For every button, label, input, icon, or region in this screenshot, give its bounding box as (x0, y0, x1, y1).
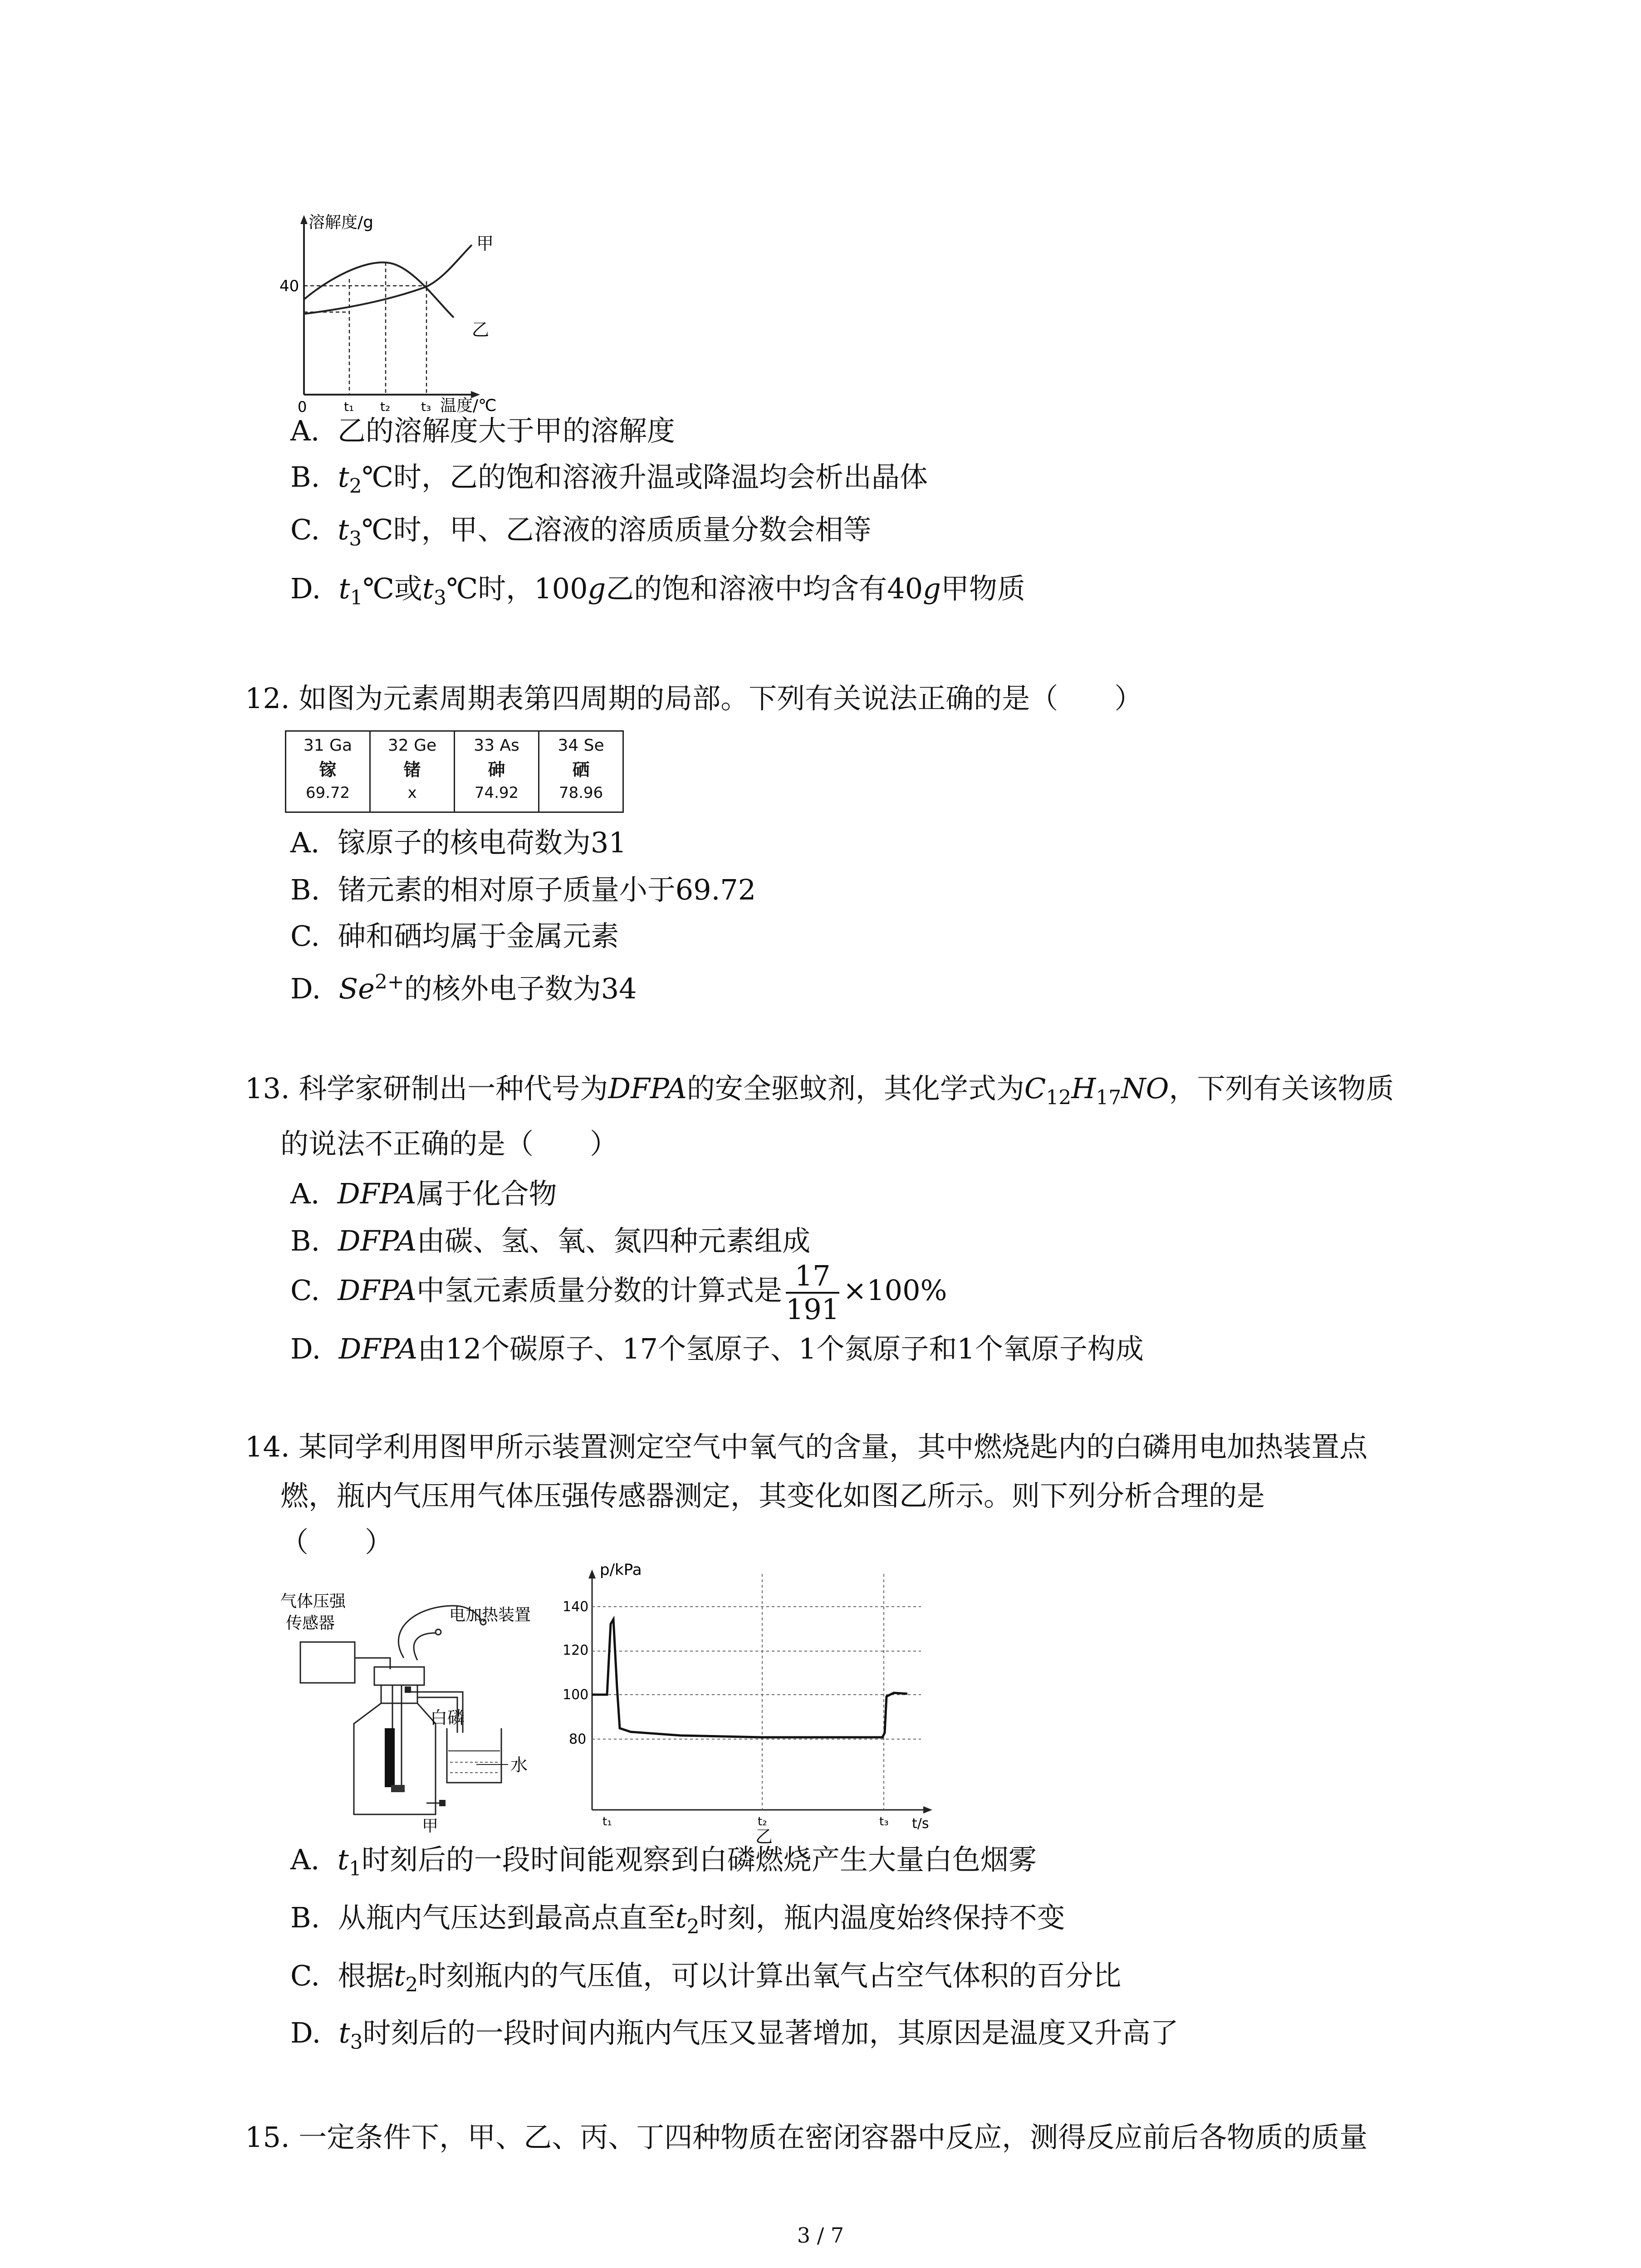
q12-option-c (290, 918, 619, 954)
option-letter: C. (290, 513, 320, 546)
element-cell-ga: 31 Ga 镓 69.72 (286, 731, 370, 812)
option-letter: D. (290, 572, 321, 605)
unit-g: g (588, 572, 606, 605)
option-text: 属于化合物 (416, 1177, 557, 1210)
option-text: 时刻瓶内的气压值，可以计算出氧气占空气体积的百分比 (418, 1959, 1122, 1992)
var-t: t (338, 513, 349, 546)
option-letter: A. (290, 414, 320, 447)
option-text: 从瓶内气压达到最高点直至 (338, 1901, 676, 1934)
option-text: 根据 (338, 1959, 394, 1992)
option-text: 甲物质 (941, 572, 1025, 605)
sensor-label-1: 气体压强 (280, 1592, 346, 1611)
solubility-xlabel: 温度/℃ (440, 396, 497, 413)
option-letter: A. (290, 1843, 320, 1876)
code-name: DFPA (337, 1177, 416, 1210)
tick-80: 80 (569, 1731, 587, 1747)
tick-100: 100 (563, 1687, 589, 1703)
option-text: 中氢元素质量分数的计算式是 (416, 1274, 782, 1307)
var-sub: 1 (350, 586, 363, 610)
q14-stem-line3: （ ） (280, 1525, 393, 1559)
apparatus-figure (272, 1579, 572, 1833)
solubility-figure (263, 209, 517, 413)
option-letter: D. (290, 972, 321, 1005)
unit-g: g (923, 572, 941, 605)
var-t: t (394, 1959, 406, 1992)
q13-option-b (290, 1223, 810, 1259)
option-text: 乙的饱和溶液中均含有40 (606, 572, 923, 605)
formula-sub: 17 (1096, 1086, 1122, 1110)
q14-option-b (290, 1900, 1065, 1939)
tick-140: 140 (563, 1599, 589, 1615)
q13-option-d (290, 1331, 1144, 1367)
q12-option-a (290, 825, 627, 861)
option-letter: C. (290, 1274, 320, 1307)
pressure-chart (544, 1556, 953, 1846)
q14-option-c (290, 1958, 1122, 1997)
option-letter: A. (290, 1177, 320, 1210)
fraction (786, 1260, 839, 1325)
var-sub: 2 (686, 1915, 700, 1939)
q14-option-a (290, 1842, 1037, 1881)
formula-no: NO (1121, 1072, 1169, 1105)
element-cell-ge: 32 Ge 锗 x (370, 731, 455, 812)
code-name: DFPA (338, 1332, 418, 1365)
option-text: 时刻后的一段时间内瓶内气压又显著增加，其原因是温度又升高了 (362, 2016, 1179, 2049)
var-sub: 2 (349, 474, 362, 498)
option-letter: B. (290, 1224, 320, 1257)
q11-option-d (290, 571, 1025, 610)
q11-option-b (290, 459, 928, 498)
q11-option-c (290, 512, 872, 551)
pressure-ylabel: p/kPa (600, 1561, 642, 1579)
solubility-ylabel: 溶解度/g (309, 213, 373, 232)
option-text: ℃或 (362, 572, 422, 605)
var-t: t (338, 2016, 350, 2049)
var-t: t (338, 460, 349, 494)
option-text: 由碳、氢、氧、氮四种元素组成 (416, 1224, 811, 1257)
figure-caption-yi: 乙 (755, 1827, 773, 1846)
chart-t1: t₁ (603, 1815, 612, 1828)
option-text: ℃时，甲、乙溶液的溶质质量分数会相等 (362, 513, 872, 546)
option-text: 镓原子的核电荷数为31 (337, 826, 627, 859)
option-text: 砷和硒均属于金属元素 (338, 919, 619, 953)
solubility-t2: t₂ (380, 399, 391, 413)
water-label: 水 (510, 1755, 528, 1775)
q14-option-d (290, 2015, 1179, 2054)
sensor-label-2: 传感器 (286, 1614, 335, 1633)
stem-text: ，下列有关该物质 (1169, 1072, 1394, 1105)
white-phosphorus-label: 白磷 (430, 1708, 465, 1728)
solubility-y40: 40 (279, 277, 299, 295)
heater-label: 电加热装置 (449, 1606, 531, 1624)
option-letter: B. (290, 873, 320, 906)
ion-symbol: Se (338, 972, 375, 1005)
q13-option-c (290, 1256, 947, 1325)
element-cell-se: 34 Se 硒 78.96 (539, 731, 623, 812)
periodic-table-fragment (285, 730, 624, 813)
fraction-denominator: 191 (785, 1292, 840, 1326)
label-yi: 乙 (472, 320, 490, 340)
option-letter: B. (290, 1901, 320, 1934)
solubility-t3: t₃ (421, 399, 431, 413)
option-letter: B. (290, 460, 320, 494)
solubility-t1: t₁ (344, 399, 354, 413)
q11-option-a (290, 413, 675, 449)
var-t: t (338, 572, 350, 605)
element-cell-as: 33 As 砷 74.92 (455, 731, 539, 812)
option-letter: D. (290, 1332, 321, 1365)
var-t: t (675, 1901, 687, 1934)
curve-jia (304, 245, 472, 314)
option-text: 时刻，瓶内温度始终保持不变 (699, 1901, 1065, 1934)
var-sub: 2 (405, 1973, 418, 1997)
figure-caption-jia: 甲 (422, 1817, 439, 1833)
var-sub: 3 (433, 586, 446, 610)
label-jia: 甲 (476, 234, 494, 254)
pressure-curve (592, 1619, 907, 1737)
option-text: ℃时，乙的饱和溶液升温或降温均会析出晶体 (362, 460, 928, 494)
option-letter: A. (290, 826, 320, 859)
q12-stem: 12. 如图为元素周期表第四周期的局部。下列有关说法正确的是（ ） (245, 682, 1143, 715)
curve-yi (304, 262, 454, 318)
var-sub: 3 (350, 2030, 363, 2054)
option-letter: C. (290, 1959, 320, 1992)
option-text: ℃时，100 (446, 572, 588, 605)
q12-option-b (290, 872, 756, 908)
var-sub: 1 (348, 1857, 362, 1881)
var-sub: 3 (349, 527, 362, 551)
q15-stem-line1: 15. 一定条件下，甲、乙、丙、丁四种物质在密闭容器中反应，测得反应前后各物质的质量 (245, 2121, 1368, 2154)
var-t: t (422, 572, 434, 605)
page-number: 3 / 7 (797, 2223, 844, 2248)
code-name: DFPA (338, 1224, 417, 1257)
q12-option-d (290, 971, 637, 1007)
stem-text: 的安全驱蚊剂，其化学式为 (686, 1072, 1024, 1105)
option-letter: C. (290, 919, 320, 953)
pressure-sensor-box (300, 1642, 355, 1683)
formula-h: H (1071, 1072, 1096, 1105)
option-text: 由12个碳原子、17个氢原子、1个氮原子和1个氧原子构成 (417, 1332, 1144, 1365)
chart-xlabel: t/s (912, 1816, 929, 1832)
option-letter: D. (290, 2016, 321, 2049)
option-text: 乙的溶解度大于甲的溶解度 (337, 414, 675, 447)
var-t: t (337, 1843, 349, 1876)
formula-sub: 12 (1046, 1086, 1072, 1110)
option-text: 的核外电子数为34 (404, 972, 637, 1005)
formula-c: C (1024, 1072, 1046, 1105)
q13-option-a (290, 1176, 557, 1212)
option-text: 时刻后的一段时间能观察到白磷燃烧产生大量白色烟雾 (361, 1843, 1037, 1876)
stem-text: 13. 科学家研制出一种代号为 (245, 1072, 608, 1105)
q13-stem-line1 (245, 1070, 1394, 1110)
code-name: DFPA (608, 1072, 687, 1105)
option-text: 锗元素的相对原子质量小于69.72 (338, 873, 756, 906)
solubility-origin: 0 (298, 398, 307, 413)
ion-charge: 2+ (374, 970, 404, 994)
q14-stem-line1: 14. 某同学利用图甲所示装置测定空气中氧气的含量，其中燃烧匙内的白磷用电加热装置点 (245, 1430, 1368, 1463)
beaker (447, 1728, 501, 1783)
fraction-numerator: 17 (786, 1260, 839, 1294)
q13-stem-line2: 的说法不正确的是（ ） (280, 1127, 618, 1160)
chart-t2: t₂ (758, 1815, 767, 1828)
chart-t3: t₃ (879, 1815, 889, 1828)
q14-stem-line2: 燃，瓶内气压用气体压强传感器测定，其变化如图乙所示。则下列分析合理的是 (280, 1479, 1265, 1512)
code-name: DFPA (338, 1274, 416, 1307)
tick-120: 120 (563, 1642, 589, 1658)
option-text: ×100% (843, 1274, 947, 1307)
